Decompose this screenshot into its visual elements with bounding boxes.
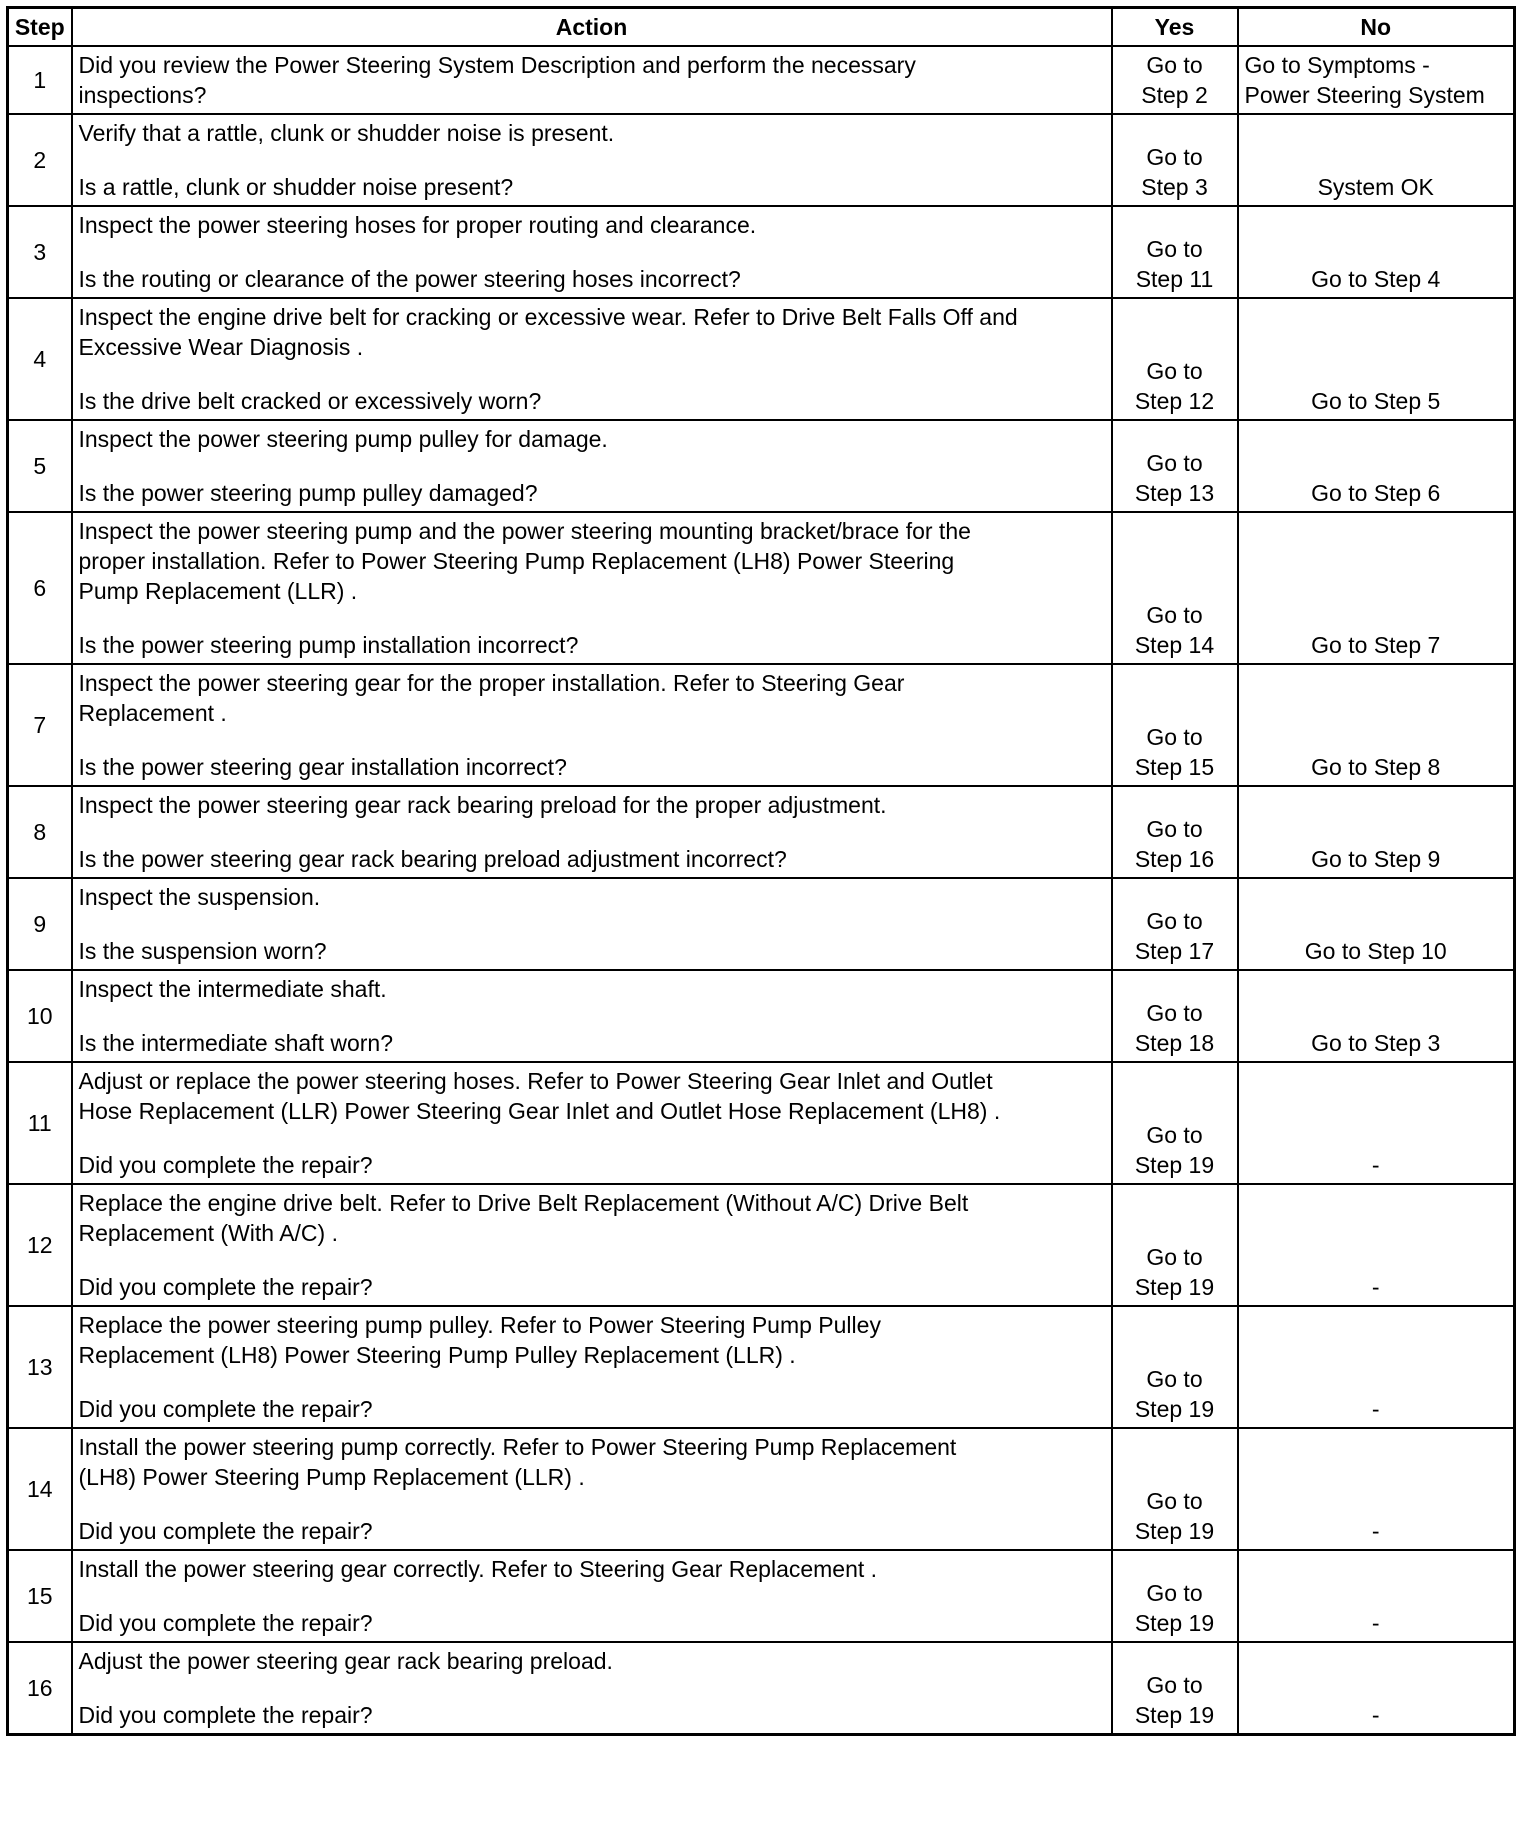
action-cell bbox=[72, 878, 1112, 970]
action-cell bbox=[72, 46, 1112, 114]
yes-result: Go to Step 15 bbox=[1112, 664, 1238, 786]
action-question: Did you complete the repair? bbox=[78, 1702, 373, 1728]
action-question: Is the power steering pump installation incorrect? bbox=[78, 632, 579, 658]
action-instruction: Inspect the engine drive belt for cracking or excessive wear. Refer to Drive Belt Falls Off and Excessive Wear Diagnosis . bbox=[78, 304, 1018, 360]
table-body bbox=[8, 46, 1515, 1735]
action-spacer bbox=[79, 820, 1105, 844]
yes-result: Go to Step 19 bbox=[1112, 1306, 1238, 1428]
step-number: 8 bbox=[8, 786, 72, 878]
action-instruction: Install the power steering gear correctly. Refer to Steering Gear Replacement . bbox=[78, 1556, 878, 1582]
table-row bbox=[8, 206, 1515, 298]
diagnostic-table bbox=[6, 6, 1516, 1736]
step-number: 7 bbox=[8, 664, 72, 786]
table-row bbox=[8, 664, 1515, 786]
action-question: Is the power steering gear installation incorrect? bbox=[78, 754, 567, 780]
action-instruction: Did you review the Power Steering System Description and perform the necessary inspections? bbox=[78, 52, 916, 108]
action-cell bbox=[72, 206, 1112, 298]
action-cell bbox=[72, 1184, 1112, 1306]
step-number: 13 bbox=[8, 1306, 72, 1428]
action-spacer bbox=[79, 1492, 1105, 1516]
action-spacer bbox=[79, 1126, 1105, 1150]
action-question: Is the power steering pump pulley damaged? bbox=[78, 480, 538, 506]
step-number: 4 bbox=[8, 298, 72, 420]
table-row bbox=[8, 1642, 1515, 1735]
action-question: Did you complete the repair? bbox=[78, 1152, 373, 1178]
step-number: 3 bbox=[8, 206, 72, 298]
no-result: Go to Step 7 bbox=[1238, 512, 1515, 664]
step-number: 2 bbox=[8, 114, 72, 206]
yes-result: Go to Step 19 bbox=[1112, 1184, 1238, 1306]
no-result: Go to Step 5 bbox=[1238, 298, 1515, 420]
yes-result: Go to Step 11 bbox=[1112, 206, 1238, 298]
action-spacer bbox=[79, 148, 1105, 172]
header-step: Step bbox=[8, 8, 72, 47]
table-row bbox=[8, 878, 1515, 970]
action-cell bbox=[72, 1306, 1112, 1428]
no-result: Go to Step 8 bbox=[1238, 664, 1515, 786]
action-cell bbox=[72, 664, 1112, 786]
yes-result: Go to Step 19 bbox=[1112, 1642, 1238, 1735]
action-question: Did you complete the repair? bbox=[78, 1518, 373, 1544]
yes-result: Go to Step 19 bbox=[1112, 1428, 1238, 1550]
step-number: 16 bbox=[8, 1642, 72, 1735]
action-instruction: Replace the power steering pump pulley. Refer to Power Steering Pump Pulley Replacement (LH8) Power Steering Pump Pulley Replacement (LLR) . bbox=[78, 1312, 881, 1368]
action-cell bbox=[72, 1428, 1112, 1550]
no-result: - bbox=[1238, 1306, 1515, 1428]
yes-result: Go to Step 3 bbox=[1112, 114, 1238, 206]
no-result: Go to Symptoms - Power Steering System bbox=[1238, 46, 1515, 114]
action-cell bbox=[72, 114, 1112, 206]
action-cell bbox=[72, 970, 1112, 1062]
action-cell bbox=[72, 512, 1112, 664]
yes-result: Go to Step 19 bbox=[1112, 1062, 1238, 1184]
header-yes: Yes bbox=[1112, 8, 1238, 47]
table-row bbox=[8, 512, 1515, 664]
header-no: No bbox=[1238, 8, 1515, 47]
step-number: 14 bbox=[8, 1428, 72, 1550]
action-instruction: Inspect the power steering gear rack bearing preload for the proper adjustment. bbox=[78, 792, 887, 818]
action-spacer bbox=[79, 606, 1105, 630]
action-spacer bbox=[79, 454, 1105, 478]
no-result: - bbox=[1238, 1642, 1515, 1735]
step-number: 9 bbox=[8, 878, 72, 970]
no-result: System OK bbox=[1238, 114, 1515, 206]
table-row bbox=[8, 1062, 1515, 1184]
yes-result: Go to Step 13 bbox=[1112, 420, 1238, 512]
action-spacer bbox=[79, 728, 1105, 752]
step-number: 11 bbox=[8, 1062, 72, 1184]
no-result: Go to Step 9 bbox=[1238, 786, 1515, 878]
no-result: - bbox=[1238, 1550, 1515, 1642]
action-spacer bbox=[79, 1584, 1105, 1608]
table-row bbox=[8, 1306, 1515, 1428]
action-question: Is a rattle, clunk or shudder noise present? bbox=[78, 174, 514, 200]
no-result: Go to Step 10 bbox=[1238, 878, 1515, 970]
no-result: - bbox=[1238, 1184, 1515, 1306]
action-question: Is the drive belt cracked or excessively worn? bbox=[78, 388, 542, 414]
action-instruction: Adjust or replace the power steering hoses. Refer to Power Steering Gear Inlet and Outlet Hose Replacement (LLR) Power Steering Gear Inlet and Outlet Hose Replacement (LH8) . bbox=[78, 1068, 1001, 1124]
table-row bbox=[8, 420, 1515, 512]
table-row bbox=[8, 298, 1515, 420]
step-number: 15 bbox=[8, 1550, 72, 1642]
step-number: 5 bbox=[8, 420, 72, 512]
table-row bbox=[8, 1184, 1515, 1306]
table-row bbox=[8, 114, 1515, 206]
action-question: Did you complete the repair? bbox=[78, 1274, 373, 1300]
action-spacer bbox=[79, 1248, 1105, 1272]
header-action: Action bbox=[72, 8, 1112, 47]
yes-result: Go to Step 14 bbox=[1112, 512, 1238, 664]
action-spacer bbox=[79, 362, 1105, 386]
action-instruction: Adjust the power steering gear rack bearing preload. bbox=[78, 1648, 613, 1674]
action-instruction: Inspect the suspension. bbox=[78, 884, 321, 910]
step-number: 10 bbox=[8, 970, 72, 1062]
action-spacer bbox=[79, 1004, 1105, 1028]
action-spacer bbox=[79, 1676, 1105, 1700]
action-cell bbox=[72, 786, 1112, 878]
no-result: Go to Step 3 bbox=[1238, 970, 1515, 1062]
yes-result: Go to Step 12 bbox=[1112, 298, 1238, 420]
yes-result: Go to Step 16 bbox=[1112, 786, 1238, 878]
action-instruction: Inspect the power steering gear for the proper installation. Refer to Steering Gear Replacement . bbox=[78, 670, 905, 726]
no-result: Go to Step 4 bbox=[1238, 206, 1515, 298]
step-number: 12 bbox=[8, 1184, 72, 1306]
action-cell bbox=[72, 1062, 1112, 1184]
table-row bbox=[8, 1550, 1515, 1642]
table-row bbox=[8, 1428, 1515, 1550]
no-result: Go to Step 6 bbox=[1238, 420, 1515, 512]
action-question: Did you complete the repair? bbox=[78, 1396, 373, 1422]
action-spacer bbox=[79, 1370, 1105, 1394]
action-instruction: Inspect the power steering hoses for proper routing and clearance. bbox=[78, 212, 757, 238]
action-instruction: Inspect the intermediate shaft. bbox=[78, 976, 387, 1002]
yes-result: Go to Step 17 bbox=[1112, 878, 1238, 970]
action-question: Is the intermediate shaft worn? bbox=[78, 1030, 393, 1056]
action-cell bbox=[72, 420, 1112, 512]
no-result: - bbox=[1238, 1428, 1515, 1550]
action-spacer bbox=[79, 240, 1105, 264]
action-cell bbox=[72, 1642, 1112, 1735]
action-instruction: Inspect the power steering pump pulley for damage. bbox=[78, 426, 608, 452]
action-question: Is the power steering gear rack bearing preload adjustment incorrect? bbox=[78, 846, 787, 872]
action-instruction: Install the power steering pump correctly. Refer to Power Steering Pump Replacement (LH8) Power Steering Pump Replacement (LLR) . bbox=[78, 1434, 957, 1490]
table-row bbox=[8, 46, 1515, 114]
action-instruction: Replace the engine drive belt. Refer to Drive Belt Replacement (Without A/C) Drive Belt Replacement (With A/C) . bbox=[78, 1190, 969, 1246]
no-result: - bbox=[1238, 1062, 1515, 1184]
table-header-row bbox=[8, 8, 1515, 47]
action-question: Is the suspension worn? bbox=[78, 938, 327, 964]
action-question: Is the routing or clearance of the power steering hoses incorrect? bbox=[78, 266, 741, 292]
action-cell bbox=[72, 1550, 1112, 1642]
action-instruction: Verify that a rattle, clunk or shudder noise is present. bbox=[78, 120, 615, 146]
yes-result: Go to Step 19 bbox=[1112, 1550, 1238, 1642]
action-question: Did you complete the repair? bbox=[78, 1610, 373, 1636]
step-number: 6 bbox=[8, 512, 72, 664]
table-row bbox=[8, 970, 1515, 1062]
action-spacer bbox=[79, 912, 1105, 936]
yes-result: Go to Step 2 bbox=[1112, 46, 1238, 114]
document-page bbox=[6, 6, 1513, 1736]
table-row bbox=[8, 786, 1515, 878]
step-number: 1 bbox=[8, 46, 72, 114]
action-cell bbox=[72, 298, 1112, 420]
action-instruction: Inspect the power steering pump and the power steering mounting bracket/brace for the proper installation. Refer to Power Steering Pump Replacement (LH8) Power Steering Pump Replacement (LLR) . bbox=[78, 518, 971, 604]
yes-result: Go to Step 18 bbox=[1112, 970, 1238, 1062]
